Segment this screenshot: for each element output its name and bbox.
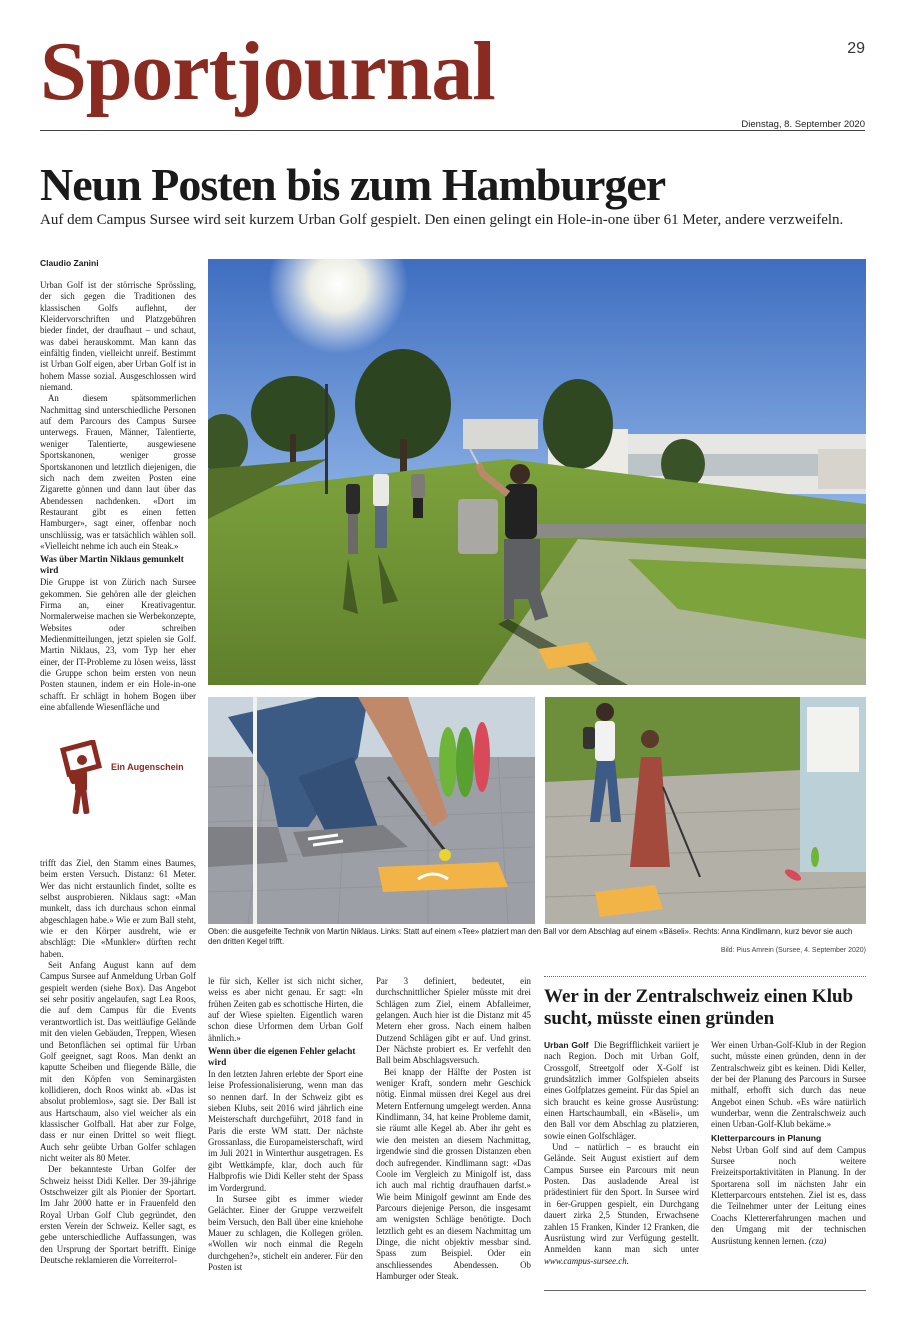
box-column-1: [544, 1040, 699, 1290]
caption-text: Oben: die ausgefeilte Technik von Martin Niklaus. Links: Statt auf einem «Tee» platziert man den Ball vor dem Abschlag auf einem «Bäseli». Rechts: Anna Kindlimann, kurz bevor sie auch den dritten Kegel trifft.: [208, 927, 853, 946]
article-headline: Neun Posten bis zum Hamburger: [40, 159, 666, 210]
photo-credit: Bild: Pius Amrein (Sursee, 4. September 2020): [720, 947, 866, 954]
article-column-1-top: [40, 280, 196, 720]
section-masthead: Sportjournal: [40, 25, 495, 118]
main-photo-golfer-swing: [208, 259, 866, 685]
paragraph: An diesem spätsommerlichen Nachmittag sind unterschiedliche Personen auf dem Parcours des Campus Sursee unterwegs. Frauen, Männer, Talentierte, weniger Talentierte, ausgewiesene Sportskanonen, weniger grosse Sportskanonen und letztlich diejenigen, die sich nach dem zweiten Posten eine Zigarette gönnen und dann laut über das Abendessen nachdenken. «Dort im Restaurant gibt es einen fetten Hamburger», sagt einer, offenbar noch unschlüssig, was er tatsächlich wählen soll. «Vielleicht nehme ich auch ein Steak.»: [40, 393, 196, 551]
box-runin: Urban Golf: [544, 1040, 589, 1050]
paragraph: Und – natürlich – es braucht ein Gelände. Seit August existiert auf dem Campus Sursee ein Parcours mit neun Posten. Das ausladende Areal ist prädestiniert für den Sport. In Sursee wird in 6er-Gruppen gespielt, ein Durchgang dauert zirka 2,5 Stunden, Erwachsene zahlen 15 Franken, Kinder 12 Franken, die Ausrüstung wird zur Verfügung gestellt. Anmelden kann man sich unter: [544, 1142, 699, 1255]
paragraph: trifft das Ziel, den Stamm eines Baumes, beim ersten Versuch. Distanz: 61 Meter. Wer das nicht erstaunlich findet, sollte es selbst ausprobieren. Niklaus sagt: «Man munkelt, dass ich durchaus schon einmal abgeschlagen habe.» Wie er zum Ball steht, wie er den Körper ausdreht, wie er abschlägt: Die «Munkler» dürften recht haben.: [40, 858, 196, 959]
paragraph: Bei knapp der Hälfte der Posten ist weniger Kraft, sondern mehr Geschick nötig. Einmal müssen drei Kegel aus drei Metern Entfernung umgelegt werden. Anna Kindlimann, 34, hat keine Probleme damit, sie räumt alle Kegel ab. Aber ihr geht es wie den meisten an diesem Nachmittag, irgendwie sind die grossen Distanzen eben doch aufregender. Kindlimann sagt: «Das Coole im Vergleich zu Minigolf ist, dass ich auch mal richtig draufhauen darfst.» Wie beim Minigolf gewinnt am Ende des Parcours diejenige Person, die insgesamt am wenigsten Schläge benötigte. Doch letztlich geht es an diesem Nachmittag um Dinge, die nicht objektiv messbar sind. Spass zum Beispiel. Oder ein anschliessendes Abendessen. Ob Hamburger oder Steak.: [376, 1066, 531, 1281]
author-signature: (cza): [808, 1235, 827, 1246]
person-with-frame-icon: [55, 740, 105, 820]
campus-link[interactable]: www.campus-sursee.ch.: [544, 1255, 629, 1266]
augenschein-badge: [55, 740, 195, 820]
photo-ball-on-baeseli: [208, 697, 535, 924]
page-number: 29: [847, 40, 865, 57]
box-column-2: [711, 1040, 866, 1290]
box-subheading: Kletterparcours in Planung: [711, 1132, 822, 1143]
paragraph: Par 3 definiert, bedeutet, ein durchschnittlicher Spieler müsste mit drei Schlägen zum Ziel, einem Abfalleimer, gelangen. Auch hier ist die Distanz mit 45 Metern eher gross. Nach einem halben Dutzend Schlägen gibt er auf. Und grinst. Der Nächste probiert es. Er verfehlt den Ball beim Abschlagsversuch.: [376, 976, 531, 1066]
article-column-3: [376, 976, 531, 1296]
paragraph: Seit Anfang August kann auf dem Campus Sursee auf Anmeldung Urban Golf gespielt werden (siehe Box). Das Angebot sei sehr positiv angelaufen, sagt Lea Roos, die auf dem Campus für die Events verantwortlich ist. Das weitläufige Gelände mit den vielen Gebäuden, Treppen, Wiesen und Betonflächen sei optimal für Urban Golf geeignet, sagt Roos. Man denkt an kaputte Scheiben und fliegende Bälle, die mit den Köpfen von Seminargästen kollidieren, doch Roos winkt ab. «Das ist absolut problemlos», sagt sie. Der Ball ist aus Hartschaum, also viel weicher als ein klassischer Golfball. Hat aber zur Folge, dass er nur einen Drittel so weit fliegt. Auch sehr geübte Urban Golfer schlagen nicht weiter als 80 Meter.: [40, 960, 196, 1163]
photo-anna-kindlimann: [545, 697, 866, 924]
box-title: Wer in der Zentralschweiz einen Klub sucht, müsste einen gründen: [544, 986, 854, 1029]
article-lead: Auf dem Campus Sursee wird seit kurzem Urban Golf gespielt. Den einen gelingt ein Hole-in-one über 61 Meter, andere verzweifeln.: [40, 212, 844, 228]
photo-caption: [208, 927, 866, 956]
paragraph: Die Gruppe ist von Zürich nach Sursee gekommen. Sie gehören alle der gleichen Firma an, einer Kreativagentur. Normalerweise machen sie Werbekonzepte, Websites oder schreiben Medienmitteilungen, jetzt spielen sie Golf. Martin Niklaus, 23, vom Typ her eher einer, der IT-Probleme zu lösen weiss, lässt die Gruppe schon beim ersten von neun Posten staunen, indem er ein Hole-in-one schafft. Er schlägt in hohem Bogen über eine abfallende Wiesenfläche und: [40, 577, 196, 713]
article-column-2: [208, 976, 363, 1296]
paragraph: Der bekannteste Urban Golfer der Schweiz heisst Didi Keller. Der 39-jährige Ostschweizer gilt als Pionier der Sportart. Im Jahr 2000 hatte er in Frauenfeld den Royal Urban Golf Club gegründet, den ersten Verein der Schweiz. Keller sagt, es gebe unterschiedliche Auffassungen, was den Ursprung der Sportart betrifft. Einige Deutsche reklamieren die Vorreiterrol-: [40, 1164, 196, 1266]
subheading: Was über Martin Niklaus gemunkelt wird: [40, 554, 184, 576]
paragraph: Die Begrifflichkeit variiert je nach Region. Doch mit Urban Golf, Crossgolf, Streetgolf oder X-Golf ist grundsätzlich immer Golfspielen abseits eines Golfplatzes gemeint. Für das Spiel an sich braucht es keine grosse Ausrüstung: einen Hartschaumball, ein «Bäseli», um den Ball vor dem Abschlag zu platzieren, sowie einen Golfschläger.: [544, 1040, 699, 1141]
paragraph: le für sich, Keller ist sich nicht sicher, weiss es aber nicht genau. Er sagt: «In frühen Zeiten gab es schottische Hirten, die auf der Wiese spielten. Eigentlich waren schon diese Urformen dem Urban Golf ähnlich.»: [208, 976, 363, 1043]
box-top-rule: [544, 976, 866, 977]
augenschein-label: Ein Augenschein: [111, 762, 184, 772]
box-bottom-rule: [544, 1290, 866, 1291]
paragraph: In Sursee gibt es immer wieder Gelächter. Einer der Gruppe verzweifelt beim Versuch, den Ball über eine kniehohe Mauer zu schlagen, die Kollegen grölen. «Wollen wir noch einmal die Regeln durchgehen?», stichelt ein anderer. Für den Posten ist: [208, 1193, 363, 1272]
paragraph: In den letzten Jahren erlebte der Sport eine leise Professionalisierung, wenn man das so nennen darf. In der Schweiz gibt es sieben Klubs, seit 2016 wird jährlich eine Meisterschaft durchgeführt, 2018 fand in Paris die erste WM statt. Der nächste Grossanlass, die Europameisterschaft, wird im Juli 2021 in Winterthur ausgetragen. Es gibt Wettkämpfe, klar, doch auch für Halbprofis wie Didi Keller steht der Spass im Vordergrund.: [208, 1069, 363, 1193]
author-byline: Claudio Zanini: [40, 258, 99, 268]
subheading: Wenn über die eigenen Fehler gelacht wird: [208, 1046, 356, 1068]
header-rule: [40, 130, 865, 131]
issue-date: Dienstag, 8. September 2020: [741, 119, 865, 130]
article-column-1-bottom: [40, 858, 196, 1298]
paragraph: Wer einen Urban-Golf-Klub in der Region sucht, müsste einen gründen, denn in der Zentralschweiz gibt es keinen. Didi Keller, der bei der Planung des Parcours in Sursee mithalf, erhofft sich durch das neue Angebot einen Schub. «Es wäre natürlich wunderbar, wenn die Zentralschweiz auch einen Urban-Golf-Klub bekäme.»: [711, 1040, 866, 1130]
paragraph: Nebst Urban Golf sind auf dem Campus Sursee noch weitere Freizeitsportaktivitäten in Planung. In der Sportarena soll im nächsten Jahr ein Kletterparcours entstehen. Ziel ist es, dass die Teilnehmer unter der Leitung eines Coachs Klettererfahrungen machen und den Umgang mit der technischen Ausrüstung kennen lernen.: [711, 1144, 866, 1246]
paragraph: Urban Golf ist der störrische Sprössling, der sich gegen die Traditionen des klassischen Golfs auflehnt, der Kleidervorschriften und Platzgebühren bieder findet, der draufhaut – und schaut, was dabei herauskommt. Man kann das einfältig finden, vielleicht unreif. Bestimmt ist Urban Golf eigen, aber Urban Golf ist in hohem Masse sozial. Ausgeschlossen wird niemand.: [40, 280, 196, 393]
